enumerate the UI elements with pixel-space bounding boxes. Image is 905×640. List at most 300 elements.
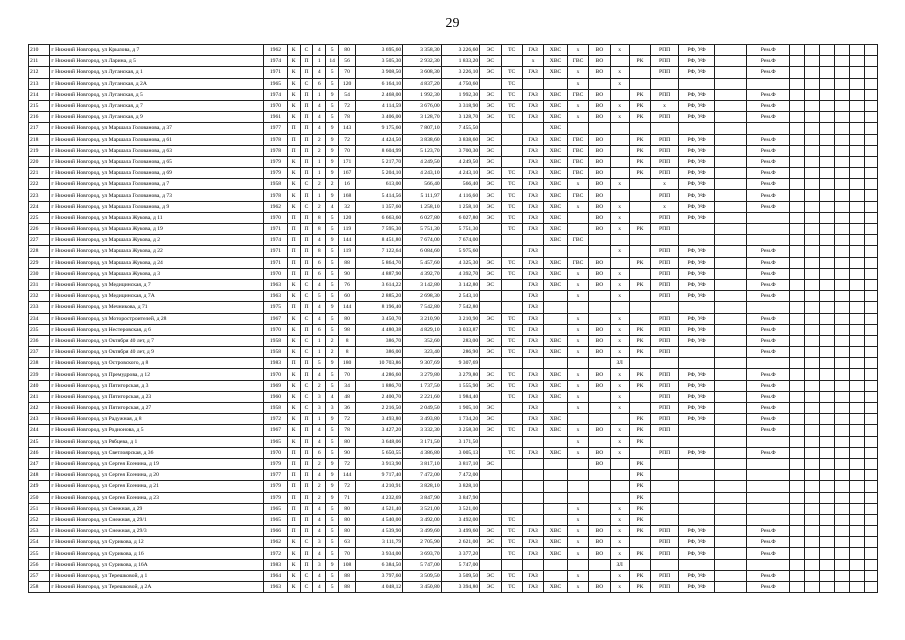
cell-u16 — [835, 279, 850, 290]
cell-addr: г Нижний Новгород, ул Пятигорская, д 23 — [50, 391, 264, 402]
cell-u10 — [678, 436, 714, 447]
cell-u11 — [715, 212, 747, 223]
cell-u13 — [790, 369, 805, 380]
cell-year: 1977 — [264, 470, 288, 481]
cell-c1: К — [287, 112, 300, 123]
table-row — [29, 257, 878, 268]
cell-u17 — [850, 201, 865, 212]
cell-c5: 80 — [339, 514, 356, 525]
cell-c5: 78 — [339, 112, 356, 123]
cell-addr: г Нижний Новгород, ул Маршала Жукова, д 11 — [50, 212, 264, 223]
cell-s3: 3 226,60 — [441, 45, 479, 56]
cell-n: 216 — [29, 112, 50, 123]
cell-c3: 4 — [313, 67, 326, 78]
cell-c5: 72 — [339, 481, 356, 492]
cell-u7: х — [610, 100, 629, 111]
cell-c5: 180 — [339, 358, 356, 369]
cell-u18 — [864, 514, 877, 525]
cell-year: 1962 — [264, 537, 288, 548]
cell-u7 — [610, 235, 629, 246]
cell-c5: 54 — [339, 89, 356, 100]
cell-c2: П — [300, 212, 313, 223]
cell-c4: 5 — [326, 369, 339, 380]
cell-u7 — [610, 89, 629, 100]
cell-s2: 3 358,30 — [403, 45, 441, 56]
cell-u13 — [790, 335, 805, 346]
cell-u1: ЭС — [480, 268, 501, 279]
cell-c3: 3 — [313, 559, 326, 570]
cell-u14 — [805, 324, 820, 335]
cell-u7 — [610, 134, 629, 145]
cell-u1: ЭС — [480, 89, 501, 100]
cell-u15 — [820, 347, 835, 358]
cell-u9: РПП — [651, 582, 679, 593]
cell-year: 1963 — [264, 582, 288, 593]
cell-n: 239 — [29, 369, 50, 380]
cell-year: 1979 — [264, 156, 288, 167]
cell-u8 — [629, 291, 650, 302]
cell-u7: х — [610, 45, 629, 56]
cell-s1: 3 450,70 — [356, 313, 403, 324]
cell-u4: ХВС — [544, 190, 568, 201]
cell-u13 — [790, 279, 805, 290]
cell-n: 221 — [29, 168, 50, 179]
cell-year: 1974 — [264, 89, 288, 100]
cell-c4: 9 — [326, 481, 339, 492]
cell-u11 — [715, 100, 747, 111]
cell-s3: 3 828,10 — [441, 481, 479, 492]
cell-u12: Рем.Ф — [747, 526, 790, 537]
table-row — [29, 201, 878, 212]
cell-u1 — [480, 302, 501, 313]
cell-u4: ХВС — [544, 537, 568, 548]
cell-u17 — [850, 447, 865, 458]
cell-u9: РПП — [651, 190, 679, 201]
cell-u10: РФ, УФ — [678, 369, 714, 380]
cell-u7: х — [610, 279, 629, 290]
cell-s1: 2 468,00 — [356, 89, 403, 100]
cell-u4 — [544, 470, 568, 481]
cell-u9: РПП — [651, 369, 679, 380]
cell-addr: г Нижний Новгород, ул Маршала Голованова, д 65 — [50, 156, 264, 167]
page-number: 29 — [445, 16, 460, 31]
cell-u15 — [820, 45, 835, 56]
cell-c1: П — [287, 514, 300, 525]
cell-u2 — [501, 559, 522, 570]
cell-n: 238 — [29, 358, 50, 369]
cell-u1: ЭС — [480, 257, 501, 268]
cell-u11 — [715, 123, 747, 134]
cell-u4 — [544, 436, 568, 447]
cell-c1: К — [287, 425, 300, 436]
cell-u1: ЭС — [480, 156, 501, 167]
cell-c4: 9 — [326, 302, 339, 313]
cell-u8: РК — [629, 380, 650, 391]
cell-u3: ГАЗ — [522, 347, 543, 358]
cell-s1: 4 887,90 — [356, 268, 403, 279]
cell-c2: П — [300, 123, 313, 134]
cell-u5: х — [567, 268, 588, 279]
cell-u17 — [850, 45, 865, 56]
cell-u13 — [790, 257, 805, 268]
cell-s3: 7 674,00 — [441, 235, 479, 246]
cell-u7: х — [610, 78, 629, 89]
cell-s3: 566,40 — [441, 179, 479, 190]
cell-u5: х — [567, 582, 588, 593]
cell-s2: 4 249,50 — [403, 156, 441, 167]
cell-u2 — [501, 235, 522, 246]
cell-c2: П — [300, 414, 313, 425]
cell-u13 — [790, 212, 805, 223]
table-row — [29, 514, 878, 525]
cell-s3: 3 499,60 — [441, 526, 479, 537]
cell-u13 — [790, 291, 805, 302]
cell-u11 — [715, 112, 747, 123]
cell-u11 — [715, 436, 747, 447]
cell-c2: С — [300, 201, 313, 212]
cell-c1: К — [287, 391, 300, 402]
cell-u15 — [820, 145, 835, 156]
cell-s2: 3 608,30 — [403, 67, 441, 78]
cell-c5: 34 — [339, 380, 356, 391]
cell-u2 — [501, 358, 522, 369]
cell-u7: ЗЛ — [610, 358, 629, 369]
cell-u5: ГВС — [567, 156, 588, 167]
cell-u5: х — [567, 291, 588, 302]
cell-c5: 80 — [339, 45, 356, 56]
cell-u11 — [715, 380, 747, 391]
cell-u9: РПП — [651, 313, 679, 324]
cell-addr: г Нижний Новгород, ул Мечникова, д 71 — [50, 302, 264, 313]
cell-u1: ЭС — [480, 458, 501, 469]
cell-s2: 7 542,80 — [403, 302, 441, 313]
cell-u10: РФ, УФ — [678, 268, 714, 279]
cell-u3: х — [522, 56, 543, 67]
cell-s1: 4 048,12 — [356, 582, 403, 593]
cell-c5: 8 — [339, 347, 356, 358]
cell-u9: РПП — [651, 156, 679, 167]
cell-u7 — [610, 492, 629, 503]
cell-u6: ВО — [589, 335, 610, 346]
cell-u2 — [501, 414, 522, 425]
cell-year: 1970 — [264, 447, 288, 458]
cell-u12: Рем.Ф — [747, 179, 790, 190]
cell-u7: х — [610, 548, 629, 559]
cell-c2: П — [300, 436, 313, 447]
table-row — [29, 559, 878, 570]
cell-u18 — [864, 335, 877, 346]
cell-u15 — [820, 380, 835, 391]
cell-u10 — [678, 559, 714, 570]
cell-u11 — [715, 190, 747, 201]
cell-u15 — [820, 548, 835, 559]
cell-u5: х — [567, 503, 588, 514]
cell-u1: ЭС — [480, 45, 501, 56]
cell-u9 — [651, 123, 679, 134]
cell-year: 1958 — [264, 403, 288, 414]
cell-u6: ВО — [589, 268, 610, 279]
cell-s2: 5 747,00 — [403, 559, 441, 570]
cell-s1: 5 414,56 — [356, 190, 403, 201]
cell-s1: 3 797,60 — [356, 570, 403, 581]
cell-u10: РФ, УФ — [678, 212, 714, 223]
cell-u12: Рем.Ф — [747, 45, 790, 56]
cell-n: 231 — [29, 279, 50, 290]
cell-c4: 9 — [326, 89, 339, 100]
cell-c3: 6 — [313, 447, 326, 458]
cell-s1: 3 695,60 — [356, 45, 403, 56]
cell-u16 — [835, 246, 850, 257]
cell-u15 — [820, 67, 835, 78]
cell-u15 — [820, 570, 835, 581]
cell-c5: 144 — [339, 302, 356, 313]
cell-u5 — [567, 224, 588, 235]
cell-u6: ВО — [589, 458, 610, 469]
cell-u7 — [610, 481, 629, 492]
cell-s3: 3 492,00 — [441, 514, 479, 525]
cell-u13 — [790, 324, 805, 335]
cell-c5: 70 — [339, 548, 356, 559]
cell-addr: г Нижний Новгород, ул Маршала Голованова, д 7 — [50, 179, 264, 190]
cell-u6: ВО — [589, 447, 610, 458]
cell-u17 — [850, 458, 865, 469]
cell-u7 — [610, 414, 629, 425]
cell-u9: РПП — [651, 268, 679, 279]
cell-u15 — [820, 190, 835, 201]
cell-u2: ТС — [501, 391, 522, 402]
cell-u3 — [522, 559, 543, 570]
cell-u4: ХВС — [544, 212, 568, 223]
cell-s3: 283,00 — [441, 335, 479, 346]
cell-s2: 3 499,60 — [403, 526, 441, 537]
cell-year: 1979 — [264, 458, 288, 469]
cell-year: 1971 — [264, 67, 288, 78]
cell-u13 — [790, 201, 805, 212]
cell-u8: РК — [629, 514, 650, 525]
cell-u13 — [790, 582, 805, 593]
cell-u16 — [835, 89, 850, 100]
cell-c4: 5 — [326, 324, 339, 335]
cell-u10 — [678, 503, 714, 514]
cell-u1: ЭС — [480, 112, 501, 123]
table-row — [29, 190, 878, 201]
cell-s2: 4 392,70 — [403, 268, 441, 279]
cell-n: 223 — [29, 190, 50, 201]
cell-u6 — [589, 492, 610, 503]
cell-addr: г Нижний Новгород, ул Октября 40 лет, д 7 — [50, 335, 264, 346]
cell-u6 — [589, 302, 610, 313]
cell-u2: ТС — [501, 324, 522, 335]
cell-u6: ВО — [589, 190, 610, 201]
cell-u4 — [544, 78, 568, 89]
cell-year: 1964 — [264, 570, 288, 581]
cell-u16 — [835, 403, 850, 414]
cell-c2: П — [300, 458, 313, 469]
cell-u14 — [805, 145, 820, 156]
cell-s2: 3 693,70 — [403, 548, 441, 559]
cell-u13 — [790, 570, 805, 581]
cell-u16 — [835, 559, 850, 570]
cell-u16 — [835, 582, 850, 593]
cell-addr: г Нижний Новгород, ул Медицинская, д 7 — [50, 279, 264, 290]
cell-u11 — [715, 324, 747, 335]
cell-u5: х — [567, 403, 588, 414]
cell-u15 — [820, 436, 835, 447]
cell-u9 — [651, 302, 679, 313]
cell-c5: 88 — [339, 257, 356, 268]
cell-u6: ВО — [589, 134, 610, 145]
cell-c3: 3 — [313, 537, 326, 548]
cell-c1: К — [287, 168, 300, 179]
cell-u4: ХВС — [544, 67, 568, 78]
cell-u14 — [805, 246, 820, 257]
cell-addr: г Нижний Новгород, ул Пятигорская, д 3 — [50, 380, 264, 391]
cell-u1: ЭС — [480, 212, 501, 223]
cell-c1: К — [287, 190, 300, 201]
cell-s3: 3 509,50 — [441, 570, 479, 581]
cell-u15 — [820, 335, 835, 346]
cell-c2: П — [300, 492, 313, 503]
cell-c2: С — [300, 403, 313, 414]
cell-u5 — [567, 358, 588, 369]
cell-c1: К — [287, 324, 300, 335]
cell-u13 — [790, 224, 805, 235]
cell-s1: 4 210,91 — [356, 481, 403, 492]
cell-c1: П — [287, 503, 300, 514]
cell-u8 — [629, 235, 650, 246]
table-row — [29, 425, 878, 436]
cell-u12: Рем.Ф — [747, 347, 790, 358]
cell-u5: х — [567, 100, 588, 111]
cell-addr: г Нижний Новгород, ул Маршала Голованова, д 63 — [50, 145, 264, 156]
cell-u9: х — [651, 179, 679, 190]
cell-c4: 2 — [326, 179, 339, 190]
cell-u13 — [790, 179, 805, 190]
cell-s1: 5 650,55 — [356, 447, 403, 458]
cell-s1: 9 175,60 — [356, 123, 403, 134]
cell-u2 — [501, 134, 522, 145]
cell-n: 212 — [29, 67, 50, 78]
cell-s2: 5 111,97 — [403, 190, 441, 201]
cell-u18 — [864, 257, 877, 268]
cell-c3: 6 — [313, 324, 326, 335]
cell-u2: ТС — [501, 570, 522, 581]
cell-s3: 7 542,80 — [441, 302, 479, 313]
cell-u13 — [790, 503, 805, 514]
cell-u18 — [864, 369, 877, 380]
cell-u17 — [850, 134, 865, 145]
cell-u18 — [864, 559, 877, 570]
cell-u6 — [589, 481, 610, 492]
cell-s1: 10 703,86 — [356, 358, 403, 369]
cell-u5: ГВС — [567, 168, 588, 179]
table-row — [29, 470, 878, 481]
cell-s3: 2 543,10 — [441, 291, 479, 302]
cell-u14 — [805, 179, 820, 190]
cell-u16 — [835, 425, 850, 436]
cell-u18 — [864, 123, 877, 134]
cell-s3: 1 555,90 — [441, 380, 479, 391]
cell-u12: Рем.Ф — [747, 380, 790, 391]
cell-u15 — [820, 112, 835, 123]
cell-u10 — [678, 458, 714, 469]
cell-u12: Рем.Ф — [747, 279, 790, 290]
cell-s2: 7 807,10 — [403, 123, 441, 134]
cell-u1: ЭС — [480, 403, 501, 414]
cell-u7: х — [610, 201, 629, 212]
cell-u14 — [805, 503, 820, 514]
table-row — [29, 100, 878, 111]
cell-u13 — [790, 89, 805, 100]
cell-u3 — [522, 78, 543, 89]
cell-year: 1983 — [264, 559, 288, 570]
cell-s1: 2 400,70 — [356, 391, 403, 402]
cell-u17 — [850, 224, 865, 235]
cell-s1: 6 164,10 — [356, 78, 403, 89]
cell-u10: РФ, УФ — [678, 291, 714, 302]
cell-u10 — [678, 78, 714, 89]
cell-u9: РПП — [651, 212, 679, 223]
cell-c3: 4 — [313, 235, 326, 246]
table-row — [29, 112, 878, 123]
cell-u2: ТС — [501, 45, 522, 56]
cell-u7: х — [610, 112, 629, 123]
cell-c3: 2 — [313, 201, 326, 212]
table-row — [29, 89, 878, 100]
cell-u9: РПП — [651, 380, 679, 391]
cell-u8: РК — [629, 335, 650, 346]
cell-u12 — [747, 123, 790, 134]
cell-u1 — [480, 436, 501, 447]
cell-s2: 3 492,00 — [403, 514, 441, 525]
cell-u3 — [522, 358, 543, 369]
cell-u12 — [747, 224, 790, 235]
cell-u13 — [790, 100, 805, 111]
cell-year: 1965 — [264, 78, 288, 89]
cell-c4: 9 — [326, 470, 339, 481]
cell-c4: 5 — [326, 447, 339, 458]
cell-u8 — [629, 403, 650, 414]
cell-n: 243 — [29, 414, 50, 425]
cell-u14 — [805, 481, 820, 492]
cell-u9 — [651, 358, 679, 369]
table-row — [29, 123, 878, 134]
cell-u8 — [629, 201, 650, 212]
cell-u12: Рем.Ф — [747, 537, 790, 548]
cell-u16 — [835, 358, 850, 369]
cell-u18 — [864, 246, 877, 257]
cell-u14 — [805, 347, 820, 358]
cell-u6: ВО — [589, 369, 610, 380]
cell-n: 242 — [29, 403, 50, 414]
cell-u10: РФ, УФ — [678, 324, 714, 335]
cell-s1: 5 217,70 — [356, 156, 403, 167]
cell-u1: ЭС — [480, 56, 501, 67]
cell-u7: х — [610, 246, 629, 257]
cell-u14 — [805, 291, 820, 302]
cell-addr: г Нижний Новгород, ул Сергея Есенина, д 20 — [50, 470, 264, 481]
cell-u17 — [850, 570, 865, 581]
cell-s3: 3 210,90 — [441, 313, 479, 324]
cell-addr: г Нижний Новгород, ул Пятигорская, д 27 — [50, 403, 264, 414]
cell-u18 — [864, 112, 877, 123]
table-row — [29, 291, 878, 302]
cell-u11 — [715, 302, 747, 313]
cell-c4: 5 — [326, 436, 339, 447]
cell-c1: К — [287, 369, 300, 380]
cell-n: 227 — [29, 235, 50, 246]
cell-u10 — [678, 492, 714, 503]
